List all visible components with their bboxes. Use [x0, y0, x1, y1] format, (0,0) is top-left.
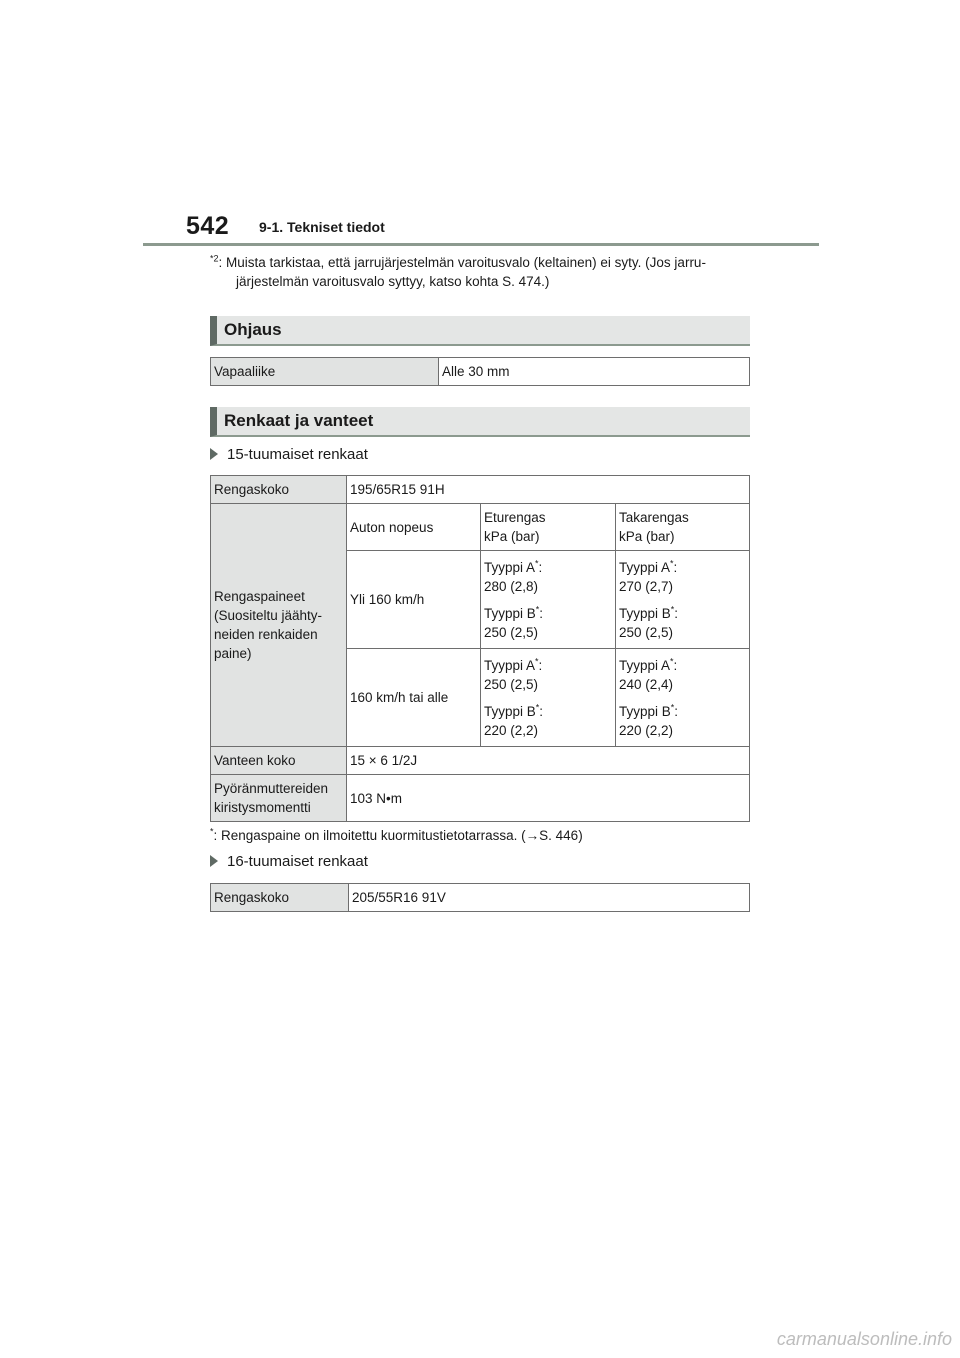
- speed-column-header: Auton nopeus: [347, 504, 481, 551]
- type-a-label: Tyyppi A: [484, 559, 536, 575]
- pressure-footnote-text: : Rengaspaine on ilmoitettu kuormitustietotarrassa. (→S. 446): [213, 828, 583, 843]
- tire-table-16: [210, 883, 750, 912]
- type-a-label: Tyyppi A: [484, 657, 536, 673]
- brake-warning-note: [210, 253, 770, 291]
- kiristysmomentti-label: [211, 775, 347, 822]
- ohjaus-heading: [210, 316, 750, 346]
- type-b-value: 250 (2,5): [484, 624, 539, 640]
- speed-over-160: Yli 160 km/h: [347, 551, 481, 649]
- rengaspaineet-line: paine): [214, 646, 252, 661]
- type-a-value: 280 (2,8): [484, 578, 539, 594]
- rengaspaineet-label: [211, 504, 347, 747]
- footnote-marker: *2: [210, 253, 219, 264]
- type-a-label: Tyyppi A: [619, 559, 671, 575]
- type-a-label: Tyyppi A: [619, 657, 671, 673]
- front-header-line: Eturengas: [484, 510, 546, 525]
- kiristysmomentti-line: kiristysmomentti: [214, 800, 311, 815]
- renkaat-title: Renkaat ja vanteet: [224, 411, 374, 430]
- front-pressure-over-160: Tyyppi A*: 280 (2,8) Tyyppi B*: 250 (2,5): [481, 551, 616, 649]
- vanteen-koko-label: Vanteen koko: [211, 747, 347, 775]
- rengaspaineet-line: Rengaspaineet: [214, 589, 305, 604]
- note-line-1: : Muista tarkistaa, että jarrujärjestelmän varoitusvalo (keltainen) ei syty. (Jos jarru-: [218, 255, 706, 270]
- speed-160-or-less: 160 km/h tai alle: [347, 649, 481, 747]
- subheading-16-label: 16-tuumaiset renkaat: [227, 853, 368, 870]
- renkaat-heading: [210, 407, 750, 437]
- rengaskoko-value: 195/65R15 91H: [347, 476, 750, 504]
- front-pressure-160-or-less: Tyyppi A*: 250 (2,5) Tyyppi B*: 220 (2,2): [481, 649, 616, 747]
- rengaskoko-label: Rengaskoko: [211, 476, 347, 504]
- triangle-bullet-icon: [210, 448, 218, 460]
- type-b-label: Tyyppi B: [484, 703, 536, 719]
- rengaspaineet-line: neiden renkaiden: [214, 627, 318, 642]
- type-b-value: 250 (2,5): [619, 624, 674, 640]
- rear-pressure-over-160: Tyyppi A*: 270 (2,7) Tyyppi B*: 250 (2,5): [616, 551, 750, 649]
- header-divider: [143, 243, 819, 246]
- type-b-value: 220 (2,2): [619, 722, 674, 738]
- type-a-value: 240 (2,4): [619, 676, 674, 692]
- rear-pressure-160-or-less: Tyyppi A*: 240 (2,4) Tyyppi B*: 220 (2,2): [616, 649, 750, 747]
- note-line-2: järjestelmän varoitusvalo syttyy, katso kohta S. 474.): [236, 274, 550, 289]
- rengaskoko-16-label: Rengaskoko: [211, 884, 349, 912]
- vanteen-koko-value: 15 × 6 1/2J: [347, 747, 750, 775]
- type-b-value: 220 (2,2): [484, 722, 539, 738]
- rengaspaineet-line: (Suositeltu jäähty-: [214, 608, 323, 623]
- rear-column-header: [616, 504, 750, 551]
- front-header-line: kPa (bar): [484, 529, 540, 544]
- front-column-header: [481, 504, 616, 551]
- rengaskoko-16-value: 205/55R16 91V: [349, 884, 750, 912]
- subheading-16-inch: [210, 853, 368, 870]
- kiristysmomentti-value: 103 N•m: [347, 775, 750, 822]
- type-b-label: Tyyppi B: [619, 605, 671, 621]
- subheading-15-label: 15-tuumaiset renkaat: [227, 446, 368, 463]
- type-a-value: 250 (2,5): [484, 676, 539, 692]
- type-b-label: Tyyppi B: [619, 703, 671, 719]
- subheading-15-inch: [210, 446, 368, 463]
- page-number: 542: [186, 212, 230, 240]
- type-b-label: Tyyppi B: [484, 605, 536, 621]
- footnote-marker: *: [210, 826, 214, 837]
- ohjaus-table: [210, 357, 750, 386]
- tire-table-15: [210, 475, 750, 822]
- ohjaus-title: Ohjaus: [224, 320, 282, 339]
- watermark: carmanualsonline.info: [776, 1329, 952, 1349]
- type-a-value: 270 (2,7): [619, 578, 674, 594]
- rear-header-line: kPa (bar): [619, 529, 675, 544]
- section-title: 9-1. Tekniset tiedot: [259, 219, 385, 235]
- pressure-footnote: [210, 826, 583, 845]
- triangle-bullet-icon: [210, 855, 218, 867]
- rear-header-line: Takarengas: [619, 510, 689, 525]
- vapaaliike-label: Vapaaliike: [211, 358, 439, 386]
- vapaaliike-value: Alle 30 mm: [439, 358, 750, 386]
- kiristysmomentti-line: Pyöränmuttereiden: [214, 781, 329, 796]
